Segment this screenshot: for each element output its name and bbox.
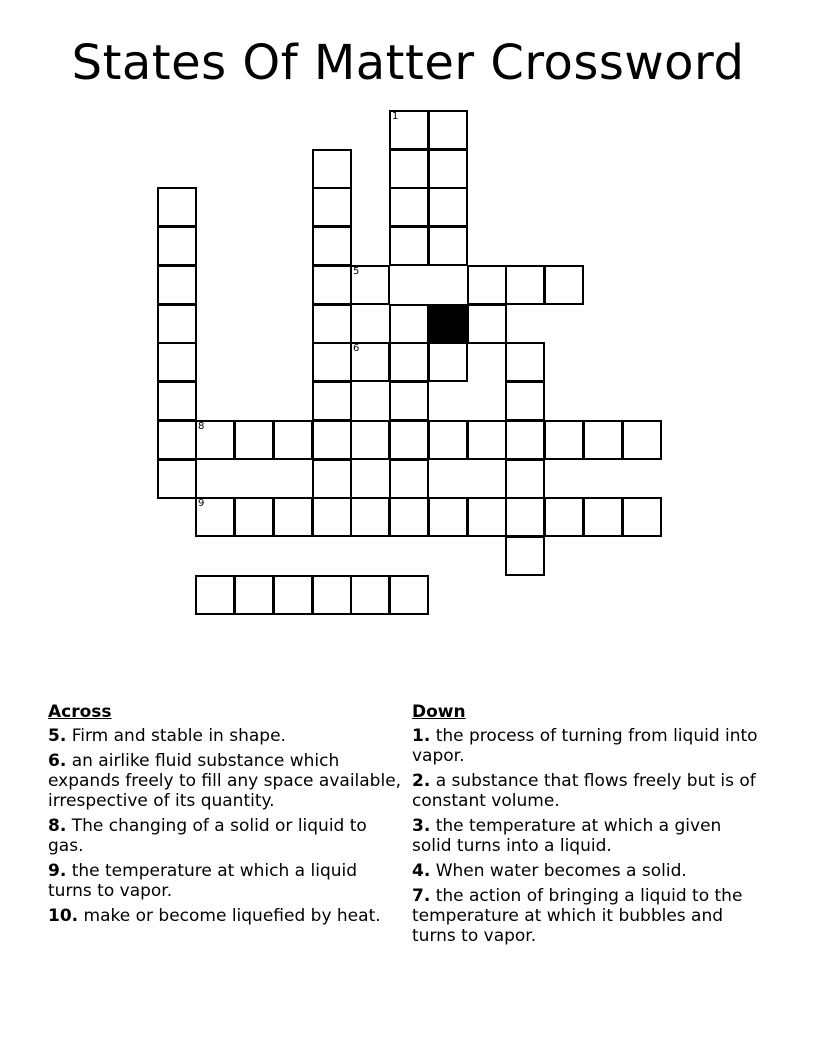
clue-number-label: 8 [198,421,205,432]
down-heading: Down [412,702,466,722]
crossword-cell[interactable] [312,149,352,189]
crossword-cell[interactable] [467,420,507,460]
crossword-cell[interactable] [428,420,468,460]
clue-down [412,886,762,946]
clue-number: 2. [412,771,431,791]
clue-number-label: 6 [353,343,360,354]
clue-text: an airlike fluid substance which expands freely to fill any space available, irrespective of its quantity. [48,751,402,811]
clue-down [412,771,762,811]
clue-across [48,726,404,746]
clue-down [412,726,762,766]
crossword-cell[interactable] [622,420,662,460]
crossword-cell[interactable] [389,110,429,150]
crossword-cell[interactable] [195,420,235,460]
crossword-cell[interactable] [505,420,545,460]
crossword-cell[interactable] [195,575,235,615]
crossword-cell[interactable] [389,459,429,499]
crossword-cell[interactable] [505,381,545,421]
crossword-cell[interactable] [467,497,507,537]
clue-across [48,816,404,856]
crossword-cell[interactable] [467,304,507,344]
crossword-cell[interactable] [234,575,274,615]
crossword-cell[interactable] [350,497,390,537]
crossword-cell[interactable] [234,497,274,537]
crossword-cell[interactable] [428,226,468,266]
down-clues [412,702,762,951]
crossword-cell[interactable] [505,497,545,537]
page-title: States Of Matter Crossword [71,35,745,91]
crossword-cell[interactable] [505,342,545,382]
crossword-cell[interactable] [312,304,352,344]
crossword-cell[interactable] [350,420,390,460]
clue-number: 4. [412,861,431,881]
clue-number: 8. [48,816,67,836]
crossword-cell[interactable] [544,265,584,305]
crossword-cell[interactable] [389,342,429,382]
crossword-cell[interactable] [583,497,623,537]
crossword-cell[interactable] [389,381,429,421]
crossword-cell[interactable] [157,420,197,460]
clue-number: 5. [48,726,67,746]
crossword-cell[interactable] [622,497,662,537]
crossword-cell[interactable] [312,459,352,499]
crossword-cell[interactable] [428,110,468,150]
crossword-cell[interactable] [234,420,274,460]
clue-number: 10. [48,906,79,926]
black-square [428,304,468,344]
crossword-cell[interactable] [350,342,390,382]
clue-text: the temperature at which a liquid turns to vapor. [48,861,358,901]
crossword-cell[interactable] [195,497,235,537]
crossword-cell[interactable] [312,381,352,421]
clue-text: the action of bringing a liquid to the temperature at which it bubbles and turns to vapor. [412,886,743,946]
clue-text: the process of turning from liquid into vapor. [412,726,758,766]
crossword-cell[interactable] [157,226,197,266]
crossword-cell[interactable] [428,342,468,382]
across-heading: Across [48,702,112,722]
crossword-cell[interactable] [428,497,468,537]
crossword-cell[interactable] [312,575,352,615]
crossword-cell[interactable] [157,342,197,382]
clue-text: When water becomes a solid. [435,861,687,881]
clue-number: 3. [412,816,431,836]
crossword-cell[interactable] [544,497,584,537]
clue-text: The changing of a solid or liquid to gas. [48,816,367,856]
crossword-cell[interactable] [505,459,545,499]
crossword-cell[interactable] [389,149,429,189]
clue-number: 9. [48,861,67,881]
clue-across [48,751,404,811]
crossword-cell[interactable] [157,381,197,421]
crossword-cell[interactable] [467,265,507,305]
clue-number: 7. [412,886,431,906]
clue-down [412,816,762,856]
clue-number: 1. [412,726,431,746]
crossword-cell[interactable] [583,420,623,460]
crossword-cell[interactable] [389,497,429,537]
crossword-cell[interactable] [312,497,352,537]
crossword-cell[interactable] [273,420,313,460]
crossword-cell[interactable] [157,265,197,305]
crossword-cell[interactable] [350,265,390,305]
crossword-cell[interactable] [312,265,352,305]
crossword-cell[interactable] [312,226,352,266]
clue-number-label: 1 [392,111,399,122]
crossword-cell[interactable] [157,187,197,227]
crossword-cell[interactable] [273,497,313,537]
crossword-cell[interactable] [350,575,390,615]
crossword-cell[interactable] [389,304,429,344]
crossword-cell[interactable] [389,420,429,460]
crossword-cell[interactable] [157,459,197,499]
crossword-cell[interactable] [312,187,352,227]
across-clues [48,702,404,931]
clue-across [48,861,404,901]
clue-number: 6. [48,751,67,771]
crossword-cell[interactable] [312,420,352,460]
crossword-cell[interactable] [389,575,429,615]
crossword-cell[interactable] [389,226,429,266]
clue-number-label: 9 [198,498,205,509]
crossword-cell[interactable] [428,149,468,189]
clue-number-label: 5 [353,266,360,277]
clue-across [48,906,404,926]
crossword-cell[interactable] [273,575,313,615]
crossword-cell[interactable] [428,187,468,227]
crossword-cell[interactable] [505,536,545,576]
crossword-cell[interactable] [312,342,352,382]
clue-text: the temperature at which a given solid turns into a liquid. [412,816,722,856]
clue-text: a substance that flows freely but is of constant volume. [412,771,756,811]
crossword-cell[interactable] [544,420,584,460]
clue-text: Firm and stable in shape. [71,726,286,746]
crossword-cell[interactable] [389,187,429,227]
clue-down [412,861,762,881]
crossword-cell[interactable] [505,265,545,305]
crossword-cell[interactable] [157,304,197,344]
clue-text: make or become liquefied by heat. [83,906,381,926]
